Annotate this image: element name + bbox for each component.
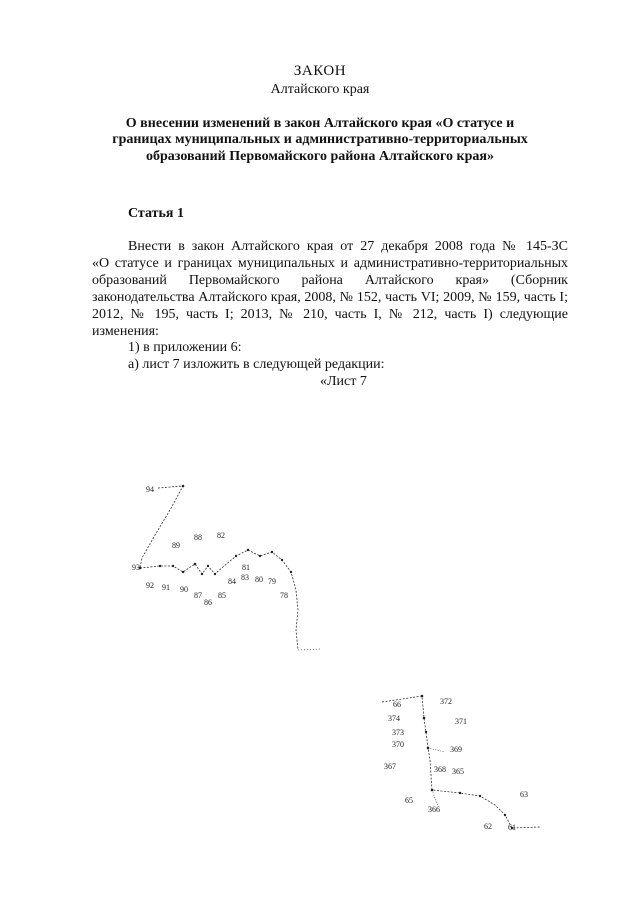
point-label: 65 (405, 796, 413, 805)
body-line-5: 2012, № 195, часть I; 2013, № 210, часть I, № 212, часть I) следующие (92, 307, 568, 322)
point-label: 82 (217, 531, 225, 540)
point-label: 79 (268, 577, 276, 586)
point-label: 80 (255, 575, 263, 584)
list-item-1: 1) в приложении 6: (128, 340, 242, 355)
point-label: 87 (194, 591, 202, 600)
point-label: 367 (384, 762, 396, 771)
body-line-3: образований Первомайского района Алтайского края» (Сборник (92, 273, 568, 288)
body-line-6: изменения: (92, 324, 159, 339)
point-label: 81 (242, 563, 250, 572)
point-label: 89 (172, 541, 180, 550)
point-label: 94 (146, 485, 154, 494)
point-label: 93 (132, 563, 140, 572)
boundary-line-lower (382, 696, 540, 828)
body-line-1: Внести в закон Алтайского края от 27 декабря 2008 года № 145-ЗС (128, 239, 568, 254)
point-label: 84 (228, 577, 236, 586)
point-label: 368 (434, 765, 446, 774)
point-label: 85 (218, 591, 226, 600)
point-label: 372 (440, 697, 452, 706)
sheet-label: «Лист 7 (320, 374, 367, 389)
point-label: 61 (508, 823, 516, 832)
point-label: 365 (452, 767, 464, 776)
point-label: 373 (392, 728, 404, 737)
point-label: 66 (393, 700, 401, 709)
point-label: 370 (392, 740, 404, 749)
body-line-2: «О статусе и границах муниципальных и административно-территориальных (92, 256, 568, 271)
point-label: 62 (484, 822, 492, 831)
boundary-line-upper (140, 486, 298, 650)
point-label: 90 (180, 585, 188, 594)
points-upper (139, 485, 292, 576)
body-line-4: законодательства Алтайского края, 2008, № 152, часть VI; 2009, № 159, часть I; (92, 290, 568, 305)
point-label: 366 (428, 805, 440, 814)
point-label: 91 (162, 583, 170, 592)
point-label: 369 (450, 745, 462, 754)
point-label: 374 (388, 714, 400, 723)
list-item-a: а) лист 7 изложить в следующей редакции: (128, 357, 385, 372)
point-label: 86 (204, 598, 212, 607)
point-label: 63 (520, 790, 528, 799)
point-label: 371 (455, 717, 467, 726)
document-subtitle: Алтайского края (270, 82, 370, 97)
point-label: 78 (280, 591, 288, 600)
point-label: 92 (146, 581, 154, 590)
boundary-tail-upper (298, 649, 320, 650)
document-title: ЗАКОН (293, 63, 347, 79)
point-label: 83 (241, 573, 249, 582)
boundary-spur-lower (428, 748, 445, 806)
heading-line-2: границах муниципальных и административно-территориальных (112, 132, 528, 147)
heading-line-1: О внесении изменений в закон Алтайского края «О статусе и (125, 116, 515, 131)
article-title: Статья 1 (128, 206, 184, 221)
point-label: 88 (194, 533, 202, 542)
heading-line-3: образований Первомайского района Алтайского края» (146, 149, 494, 164)
